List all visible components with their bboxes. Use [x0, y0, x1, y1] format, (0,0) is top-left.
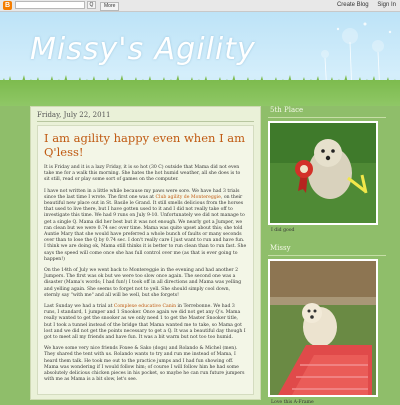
post-paragraph-5: We have some very nice friends Foxee & Sako (dogs) and Rolando & Michel (men). They shared the tent with us. Rolando wants to try and run me instead of Mama, I heard them talk. He took me out to the practice jumps and I had fun showing off. Mama was wondering if I would follow him; of course I will follow him he had some absolutely delicious chicken pieces in his pocket, so maybe he can run future jumpers with me as Mama is a bit slow, let's see. — [44, 346, 245, 383]
sidebar-heading-missy: Missy — [268, 244, 386, 256]
photo-caption-missy: Love this A-Frame — [271, 400, 314, 405]
navbar-search-input[interactable] — [15, 1, 85, 9]
photo-missy[interactable] — [268, 259, 378, 397]
dog-ribbon-photo — [270, 123, 376, 223]
post-paragraph-4 — [44, 304, 247, 341]
post-title[interactable]: I am agility happy even when I am Q'less! — [44, 131, 246, 159]
create-blog-link[interactable]: Create Blog — [336, 2, 369, 8]
blog-title[interactable]: Missy's Agility — [30, 32, 256, 67]
blog-post — [37, 125, 254, 395]
navbar-search-button[interactable]: Q — [87, 1, 96, 9]
post-date: Friday, July 22, 2011 — [37, 111, 254, 122]
photo-caption-5th-place: I did good — [271, 228, 295, 233]
sidebar-heading-5th-place: 5th Place — [268, 106, 386, 118]
post-paragraph-2 — [44, 189, 247, 263]
sign-in-link[interactable]: Sign In — [377, 2, 396, 8]
navbar-more-button[interactable]: More — [100, 2, 119, 11]
grass-band — [0, 80, 400, 106]
club-link[interactable]: Club agility de Montereggie — [155, 194, 221, 200]
blogger-logo-icon[interactable]: B — [4, 2, 11, 9]
photo-5th-place[interactable] — [268, 121, 378, 225]
post-paragraph-3: On the 14th of July we went back to Montereggie in the evening and had another 2 Jumpers. The first was ok but we were too slow once again. The second one was a disaster (Mama's words; I had fun!) I took off in all directions and Mama was yelling and yelling again. She seems to forget not to yell. She should simply cool down, sternly say "with me" and all will be well, but she forgets! — [44, 268, 242, 298]
post-paragraph-1: It is Friday and it is a lazy Friday, it is so hot (30 C) outside that Mama did not even take me for a walk this morning. She hates the hot humid weather, all she does is to sit still, read or play some sort of games on the computer. — [44, 165, 241, 183]
paragraph-text: Last Sunday we had a trial at — [44, 304, 114, 310]
main-column — [30, 106, 261, 400]
paragraph-text: , on their beautiful new place out in St. Basile le Grand. It still smells delicious from the horses that used to live there, but I have gotten used to it and I did not really take off to investigate this time. We had 9 runs on July 9-10. Unfortunately we did not manage to get a single Q. Mama did her best but it was not enough. We nearly got a Jumper, we ran clean but we were 0.74 sec over time. Mama was quite upset about this; she told Auntie Mary that she would have preferred a whole bunch of faults or many seconds over than to lose the Q by 0.74 sec. I don't really care I just want to run and have fun. I think we are doing ok, Mama still thinks it is better to run clean than to run fast. She says the speed will come once she has full control over me (as that is ever going to happen!) — [44, 194, 247, 262]
canin-link[interactable]: Complexe educative Canin — [113, 304, 177, 310]
paragraph-text: in Terrebonne. We had 3 runs, I standard, 1 jumper and 1 Snooker. Once again we did not get any Q's. Mama really wanted to get the snooker as we only need 1 to get the Master Snooker title, but I took a tunnel instead of the bridge that Mama wanted me to take, so Mama got lost and we did not get the points necessary to get a Q. It was a beautiful day though I got to meet all my friends and have fun. It was a bit warm but not too too humid. — [44, 304, 246, 341]
sidebar — [268, 106, 386, 405]
paragraph-text: I have not written in a little while because my paws were sore. We have had 3 trials since the last time I wrote. The first one was at — [44, 188, 240, 200]
navbar-right-links — [330, 2, 396, 8]
dog-aframe-photo — [270, 261, 376, 395]
blogger-navbar — [0, 0, 400, 12]
